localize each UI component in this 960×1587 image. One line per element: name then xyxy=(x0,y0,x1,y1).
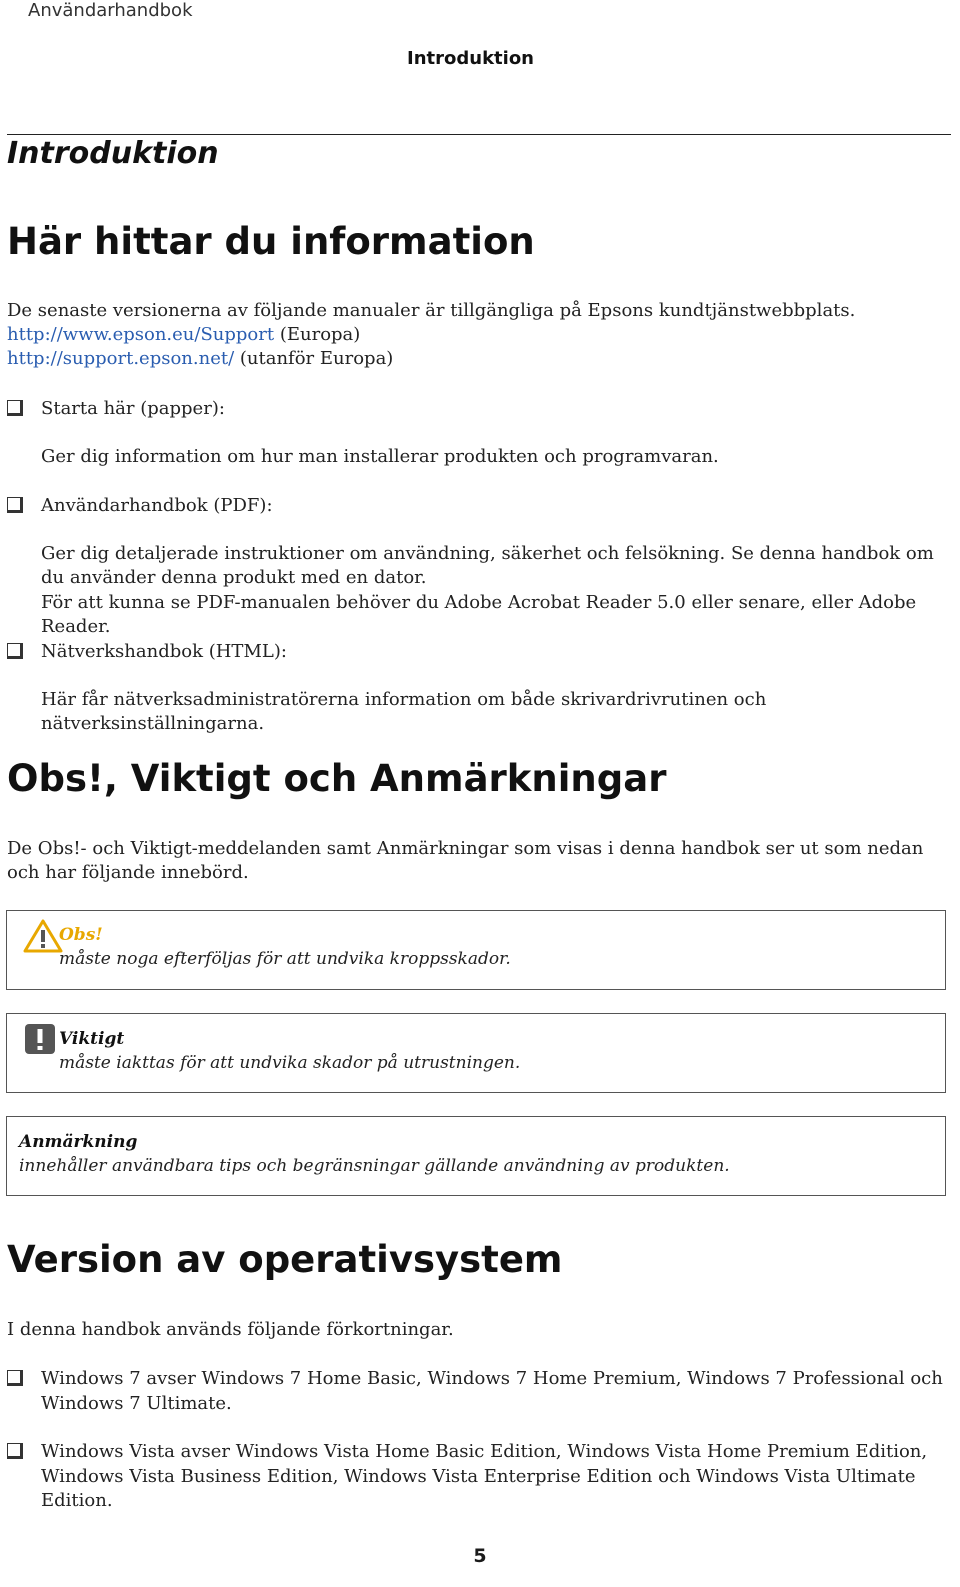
checkbox-bullet-icon xyxy=(7,1370,23,1386)
os-intro: I denna handbok används följande förkortningar. xyxy=(7,1319,454,1340)
list-item-desc: Ger dig information om hur man installerar produkten och programvaran. xyxy=(41,446,719,467)
info-intro: De senaste versionerna av följande manualer är tillgängliga på Epsons kundtjänstwebbplats. xyxy=(7,300,856,321)
link-epson-eu[interactable]: http://www.epson.eu/Support xyxy=(7,324,275,345)
important-body: måste iakttas för att undvika skador på utrustningen. xyxy=(59,1053,521,1073)
link-outside-suffix: (utanför Europa) xyxy=(234,348,394,369)
chapter-label: Introduktion xyxy=(407,48,534,69)
list-item-desc: Ger dig detaljerade instruktioner om användning, säkerhet och felsökning. Se denna handbok om du använder denna produkt med en dator. xyxy=(41,543,934,588)
list-item-text: Windows Vista avser Windows Vista Home Basic Edition, Windows Vista Home Premium Edition, Windows Vista Business Edition, Windows Vista Enterprise Edition och Windows Vista Ultimate Edition. xyxy=(41,1441,928,1511)
note-box xyxy=(6,1116,946,1196)
important-box xyxy=(6,1013,946,1093)
section-heading-os: Version av operativsystem xyxy=(7,1238,563,1281)
checkbox-bullet-icon xyxy=(7,400,23,416)
exclamation-icon xyxy=(25,1024,55,1054)
warning-title: Obs! xyxy=(59,925,103,945)
list-item-desc-extra: För att kunna se PDF-manualen behöver du Adobe Acrobat Reader 5.0 eller senare, eller Adobe Reader. xyxy=(41,592,917,637)
header-rule xyxy=(7,134,951,135)
list-item-user-guide xyxy=(7,494,947,524)
checkbox-bullet-icon xyxy=(7,1443,23,1459)
list-item-start-here xyxy=(7,397,947,427)
chapter-title: Introduktion xyxy=(7,136,219,171)
link-europe-suffix: (Europa) xyxy=(274,324,361,345)
important-title: Viktigt xyxy=(59,1029,125,1049)
notes-intro: De Obs!- och Viktigt-meddelanden samt Anmärkningar som visas i denna handbok ser ut som nedan och har följande innebörd. xyxy=(7,838,924,883)
link-row-europe xyxy=(7,323,937,347)
list-item-text: Windows 7 avser Windows 7 Home Basic, Windows 7 Home Premium, Windows 7 Professional och Windows 7 Ultimate. xyxy=(41,1368,943,1414)
note-body: innehåller användbara tips och begränsningar gällande användning av produkten. xyxy=(19,1156,730,1176)
list-item-windows-vista xyxy=(7,1440,947,1511)
running-head: Användarhandbok xyxy=(28,0,193,21)
warning-body: måste noga efterföljas för att undvika kroppsskador. xyxy=(59,949,511,969)
warning-box xyxy=(6,910,946,990)
checkbox-bullet-icon xyxy=(7,643,23,659)
list-item-desc: Här får nätverksadministratörerna information om både skrivardrivrutinen och nätverksinställningarna. xyxy=(41,689,767,734)
link-row-outside xyxy=(7,347,937,371)
note-title: Anmärkning xyxy=(19,1132,138,1152)
page-number: 5 xyxy=(473,1545,487,1567)
list-item-network-guide xyxy=(7,640,947,670)
section-heading-notes: Obs!, Viktigt och Anmärkningar xyxy=(7,757,667,800)
list-item-title: Nätverkshandbok (HTML): xyxy=(41,641,287,662)
list-item-title: Användarhandbok (PDF): xyxy=(41,495,273,516)
list-item-windows-7 xyxy=(7,1367,947,1417)
warning-triangle-icon xyxy=(23,919,63,953)
list-item-title: Starta här (papper): xyxy=(41,398,225,419)
checkbox-bullet-icon xyxy=(7,497,23,513)
section-heading-info: Här hittar du information xyxy=(7,220,535,263)
link-epson-net[interactable]: http://support.epson.net/ xyxy=(7,348,235,369)
